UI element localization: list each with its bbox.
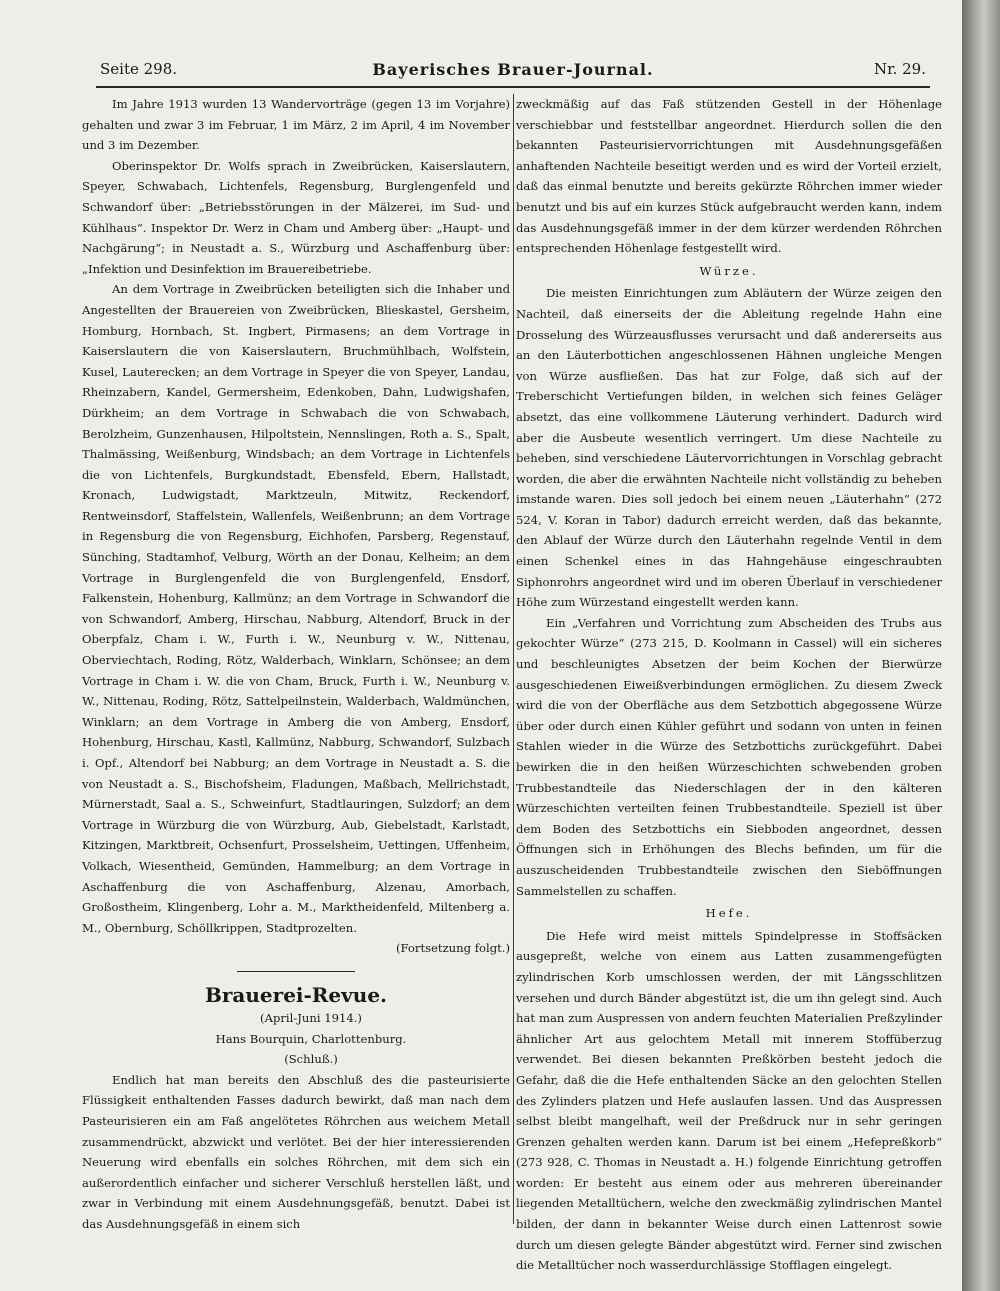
section-author: Hans Bourquin, Charlottenburg. <box>215 1031 407 1046</box>
section-title: Brauerei-Revue. <box>204 982 388 1007</box>
journal-title: Bayerisches Brauer-Journal. <box>372 60 654 79</box>
left-column <box>82 94 510 1234</box>
page-header <box>96 60 930 88</box>
subheading-hefe: Hefe. <box>705 906 753 921</box>
paragraph: Ein „Verfahren und Vorrichtung zum Abscheiden des Trubs aus gekochter Würze“ (273 215, D. Koolmann in Cassel) will ein sicheres und beschleunigtes Absetzen der beim Kochen der Bierwürze ausgeschiedenen Eiweißverbindungen ermöglichen. Zu diesem Zweck wird die von der Oberfläche aus dem Setzbottich abgegossene Würze über oder durch einen Kühler geführt und sodann von unten in feinen Stahlen wieder in die Würze des Setzbottichs zurückgeführt. Dabei bewirken die in den heißen Würzeschichten schwebenden groben Trubbestandteile das Niederschlagen der in den kälteren Würzeschichten verteilten feinen Trubbestandteile. Speziell ist über dem Boden des Setzbottichs ein Siebboden angeordnet, dessen Öffnungen sich in Erhöhungen des Blechs befinden, um für die auszuscheidenden Trubbestandteile zwischen den Sieböffnungen Sammelstellen zu schaffen. <box>516 615 942 898</box>
section-period: (April-Juni 1914.) <box>260 1010 362 1025</box>
paragraph: Im Jahre 1913 wurden 13 Wandervorträge (gegen 13 im Vorjahre) gehalten und zwar 3 im Februar, 1 im März, 2 im April, 4 im November und 3 im Dezember. <box>82 97 510 153</box>
paragraph: Die meisten Einrichtungen zum Abläutern der Würze zeigen den Nachteil, daß einerseits der die Ableitung regelnde Hahn eine Drosselung des Würzeausflusses verursacht und daß andererseits aus an den Läuterbottichen angeschlossenen Hähnen ungleiche Mengen von Würze ausfließen. Das hat zur Folge, daß sich auf der Treberschicht Vertiefungen bilden, in welchen sich feines Geläger absetzt, das eine vollkommene Läuterung verhindert. Dadurch wird aber die Ausbeute wesentlich verringert. Um diese Nachteile zu beheben, sind verschiedene Läutervorrichtungen in Vorschlag gebracht worden, die aber die erwähnten Nachteile nicht vollständig zu beheben imstande waren. Dies soll jedoch bei einem neuen „Läuterhahn“ (272 524, V. Koran in Tabor) dadurch erreicht werden, daß das bekannte, den Ablauf der Würze durch den Läuterhahn regelnde Ventil in dem einen Schenkel eines in das Hahngehäuse eingeschraubten Siphonrohrs angeordnet wird und im oberen Überlauf in verschiedener Höhe zum Würzestand eingestellt werden kann. <box>516 286 942 610</box>
issue-number: Nr. 29. <box>873 60 926 78</box>
subheading-wuerze: Würze. <box>699 263 759 278</box>
column-rule <box>513 94 514 1224</box>
section-divider <box>237 971 355 972</box>
book-spine <box>962 0 1000 1291</box>
paragraph: Endlich hat man bereits den Abschluß des die pasteurisierte Flüssigkeit enthaltenden Fasses dadurch bewirkt, daß man nach dem Pasteurisieren ein am Faß angelötetes Röhrchen aus weichem Metall zusammendrückt, abzwickt und verlötet. Bei der hier interessierenden Neuerung wird ebenfalls ein solches Röhrchen, mit dem sich ein außerordentlich einfacher und sicherer Verschluß herstellen läßt, und zwar in Verbindung mit einem Ausdehnungsgefäß, benutzt. Dabei ist das Ausdehnungsgefäß in einem sich <box>82 1072 510 1231</box>
section-part: (Schluß.) <box>284 1052 338 1067</box>
page-number: Seite 298. <box>100 60 178 78</box>
paragraph: An dem Vortrage in Zweibrücken beteiligten sich die Inhaber und Angestellten der Brauereien von Zweibrücken, Blieskastel, Gersheim, Homburg, Hornbach, St. Ingbert, Pirmasens; an dem Vortrage in Kaiserslautern die von Kaiserslautern, Bruchmühlbach, Wolfstein, Kusel, Lauterecken; an dem Vortrage in Speyer die von Speyer, Landau, Rheinzabern, Kandel, Germersheim, Edenkoben, Dahn, Ludwigshafen, Dürkheim; an dem Vortrage in Schwabach die von Schwabach, Berolzheim, Gunzenhausen, Hilpoltstein, Nennslingen, Roth a. S., Spalt, Thalmässing, Weißenburg, Windsbach; an dem Vortrage in Lichtenfels die von Lichtenfels, Burgkundstadt, Ebensfeld, Ebern, Hallstadt, Kronach, Ludwigstadt, Marktzeuln, Mitwitz, Reckendorf, Rentweinsdorf, Staffelstein, Wallenfels, Weißenbrunn; an dem Vortrage in Regensburg die von Regensburg, Eichhofen, Parsberg, Regenstauf, Sünching, Stadtamhof, Velburg, Wörth an der Donau, Kelheim; an dem Vortrage in Burglengenfeld die von Burglengenfeld, Ensdorf, Falkenstein, Hohenburg, Kallmünz; an dem Vortrage in Schwandorf die von Schwandorf, Amberg, Hirschau, Nabburg, Altendorf, Bruck in der Oberpfalz, Cham i. W., Furth i. W., Neunburg v. W., Nittenau, Oberviechtach, Roding, Rötz, Walderbach, Winklarn, Schönsee; an dem Vortrage in Cham i. W. die von Cham, Bruck, Furth i. W., Neunburg v. W., Nittenau, Roding, Rötz, Sattelpeilnstein, Walderbach, Waldmünchen, Winklarn; an dem Vortrage in Amberg die von Amberg, Ensdorf, Hohenburg, Hirschau, Kastl, Kallmünz, Nabburg, Schwandorf, Sulzbach i. Opf., Altendorf bei Nabburg; an dem Vortrage in Neustadt a. S. die von Neustadt a. S., Bischofsheim, Fladungen, Maßbach, Mellrichstadt, Mürnerstadt, Saal a. S., Schweinfurt, Stadtlauringen, Sulzdorf; an dem Vortrage in Würzburg die von Würzburg, Aub, Giebelstadt, Karlstadt, Kitzingen, Marktbreit, Ochsenfurt, Prosselsheim, Uettingen, Uffenheim, Volkach, Wiesentheid, Gemünden, Hammelburg; an dem Vortrage in Aschaffenburg die von Aschaffenburg, Alzenau, Amorbach, Großostheim, Klingenberg, Lohr a. M., Marktheidenfeld, Miltenberg a. M., Obernburg, Schöllkrippen, Stadtprozelten. <box>82 282 510 935</box>
continuation-note: (Fortsetzung folgt.) <box>395 941 510 956</box>
paragraph: zweckmäßig auf das Faß stützenden Gestell in der Höhenlage verschiebbar und feststellbar angeordnet. Hierdurch sollen die den bekannten Pasteurisiervorrichtungen mit Ausdehnungsgefäßen anhaftenden Nachteile beseitigt werden und es wird der Vorteil erzielt, daß das einmal benutzte und bereits gekürzte Röhrchen immer wieder benutzt und bis auf ein kurzes Stück aufgebraucht werden kann, indem das Ausdehnungsgefäß immer in der dem kürzer werdenden Röhrchen entsprechenden Höhenlage festgestellt wird. <box>516 97 942 256</box>
right-column <box>516 94 942 1276</box>
paragraph: Die Hefe wird meist mittels Spindelpresse in Stoffsäcken ausgepreßt, welche von einem aus Latten zusammengefügten zylindrischen Korb umschlossen werden, der mit Längsschlitzen versehen und durch Bänder abgestützt ist, die um ihn gelegt sind. Auch hat man zum Auspressen von andern feuchten Materialien Preßzylinder ähnlicher Art aus gelochtem Metall mit innerem Stoffüberzug verwendet. Bei diesen bekannten Preßkörben besteht jedoch die Gefahr, daß die die Hefe enthaltenden Säcke an den gelochten Stellen des Zylinders platzen und Hefe auslaufen lassen. Und das Auspressen selbst bleibt mangelhaft, weil der Preßdruck nur in sehr geringen Grenzen gehalten werden kann. Darum ist bei einem „Hefepreßkorb“ (273 928, C. Thomas in Neustadt a. H.) folgende Einrichtung getroffen worden: Er besteht aus einem oder aus mehreren übereinander liegenden Metalltüchern, welche den zweckmäßig zylindrischen Mantel bilden, der dann in bekannter Weise durch einen Lattenrost sowie durch um diesen gelegte Bänder abgestützt wird. Ferner sind zwischen die Metalltücher noch wasserdurchlässige Stofflagen eingelegt. <box>516 928 942 1273</box>
paragraph: Oberinspektor Dr. Wolfs sprach in Zweibrücken, Kaiserslautern, Speyer, Schwabach, Lichtenfels, Regensburg, Burglengenfeld und Schwandorf über: „Betriebsstörungen in der Mälzerei, im Sud- und Kühlhaus“. Inspektor Dr. Werz in Cham und Amberg über: „Haupt- und Nachgärung“; in Neustadt a. S., Würzburg und Aschaffenburg über: „Infektion und Desinfektion im Brauereibetriebe. <box>82 158 510 276</box>
